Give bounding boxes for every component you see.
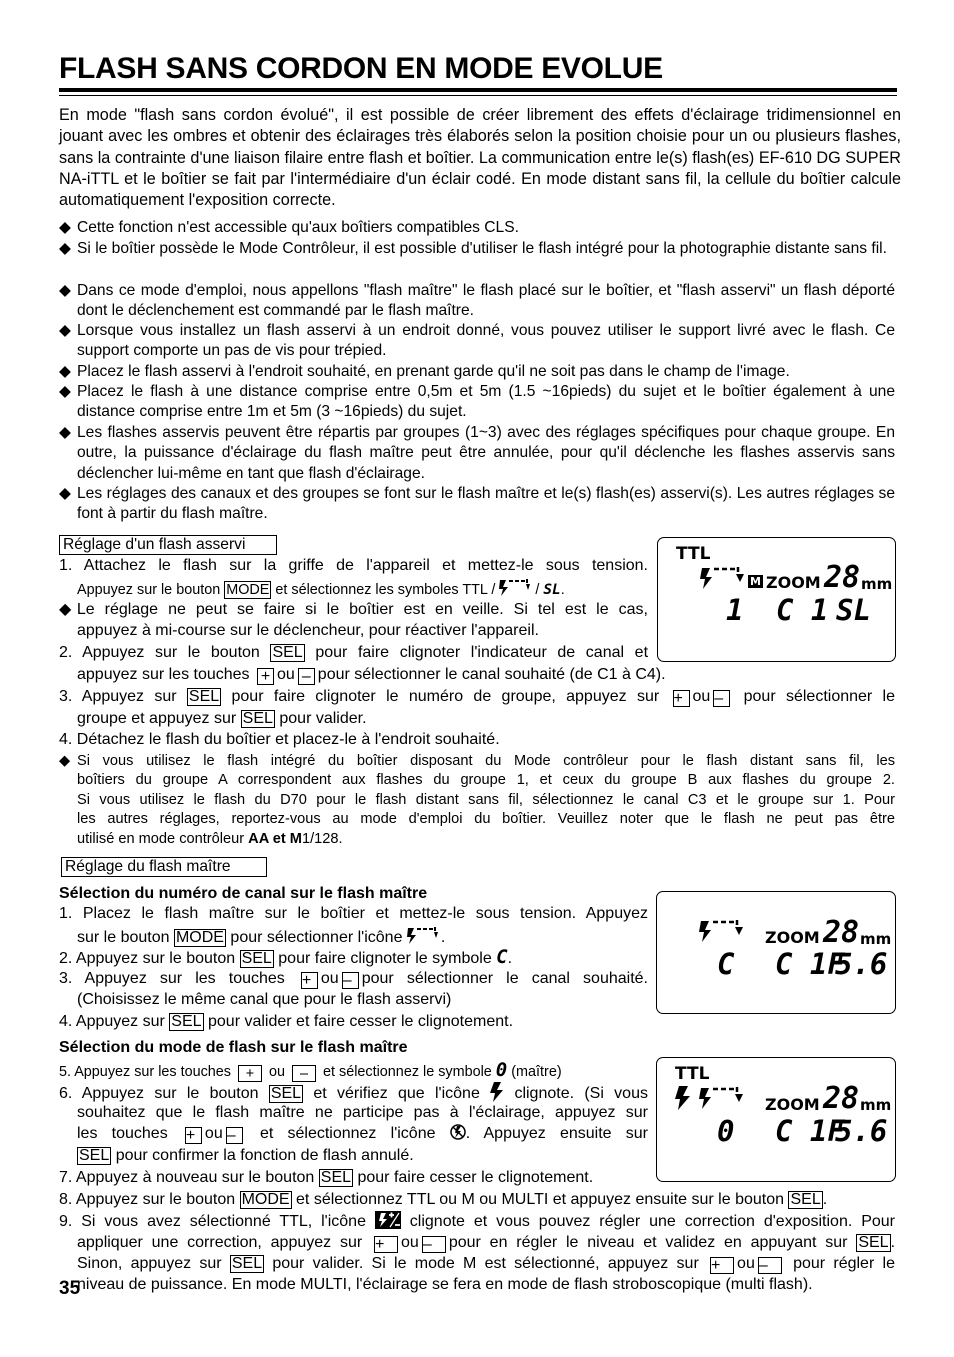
minus-key: –	[713, 690, 730, 707]
lcd-zoom-value: 28	[824, 560, 861, 595]
bullet-diamond-icon: ◆	[59, 219, 71, 236]
minus-key: –	[226, 1127, 243, 1144]
lcd-channel: C 1F	[775, 947, 845, 981]
bullet-diamond-icon: ◆	[59, 424, 71, 441]
lcd-ttl: TTL	[676, 544, 711, 564]
list-item: ◆ Cette fonction n'est accessible qu'aux boîtiers compatibles CLS.	[59, 218, 895, 238]
master-section-label: Réglage du flash maître	[61, 857, 267, 877]
minus-key: –	[422, 1236, 446, 1253]
mode-key: MODE	[226, 582, 270, 598]
wireless-master-icon	[699, 919, 745, 943]
lcd-zoom: ZOOM	[766, 573, 821, 592]
list-item: ◆ Dans ce mode d'emploi, nous appellons "flash maître" le flash placé sur le boîtier, et "flash asservi" un flash déporté dont le déclenchement est commandé par le flash maître.	[59, 282, 895, 320]
bullet-diamond-icon: ◆	[59, 485, 71, 502]
wireless-remote-icon	[499, 578, 531, 598]
bullet-diamond-icon: ◆	[59, 240, 71, 257]
page-title: FLASH SANS CORDON EN MODE EVOLUE	[59, 52, 663, 85]
list-item: ◆ Les flashes asservis peuvent être répartis par groupes (1~3) avec des réglages spécifiques pour chaque groupe. En outre, la puissance d'éclairage du flash maître peut être annulée, pour qu'il déclenche les flashes asservis sans déclencher lui-même en tant que flash d'éclairage.	[59, 424, 895, 482]
master-step-6c: les touches + ou – et sélectionnez l'icône . Appuyez ensuite sur	[77, 1125, 649, 1144]
wireless-master-icon	[699, 1086, 745, 1110]
lcd-group: 1	[726, 593, 744, 627]
slave-section-label: Réglage d'un flash asservi	[59, 535, 277, 555]
mode-heading: Sélection du mode de flash sur le flash maître	[59, 1039, 408, 1056]
lcd-mm: mm	[860, 930, 892, 948]
minus-key: –	[298, 668, 315, 685]
flash-cancel-icon	[450, 1124, 466, 1140]
master-step-9a: 9. Si vous avez sélectionné TTL, l'icône clignote et vous pouvez régler une correction d'exposition. Pour	[59, 1213, 895, 1230]
flash-bolt-icon	[490, 1082, 504, 1102]
master-step-3a: 3. Appuyez sur les touches + ou – pour sélectionner le canal souhaité.	[59, 970, 648, 989]
sel-key: SEL	[270, 1085, 302, 1102]
bullet-diamond-icon: ◆	[59, 282, 71, 299]
lcd-m-badge: M	[750, 575, 761, 588]
slave-step-2b: appuyez sur les touches + ou – pour sélectionner le canal souhaité (de C1 à C4).	[77, 666, 666, 685]
page-number: 35	[59, 1278, 81, 1299]
master-step-6d: SEL pour confirmer la fonction de flash annulé.	[79, 1147, 414, 1164]
lcd-mm: mm	[860, 1096, 892, 1114]
master-step-9b: appliquer une correction, appuyez sur + ou – pour en régler le niveau et validez en appuyant sur SEL .	[77, 1234, 896, 1253]
bullet-diamond-icon: ◆	[59, 753, 71, 769]
lcd-mm: mm	[861, 575, 893, 593]
plus-key: +	[374, 1236, 398, 1253]
lcd-zoom: ZOOM	[765, 928, 820, 947]
plus-key: +	[673, 690, 690, 707]
master-step-6b: souhaitez que le flash maître ne participe pas à l'éclairage, appuyez sur	[77, 1104, 648, 1121]
sel-key: SEL	[79, 1147, 110, 1164]
master-step-9d: niveau de puissance. En mode MULTI, l'éclairage se fera en mode de flash stroboscopique (multi flash).	[77, 1276, 813, 1293]
list-item: ◆ Placez le flash asservi à l'endroit souhaité, en prenant garde qu'il ne soit pas dans le champ de l'image.	[59, 362, 895, 382]
sel-key: SEL	[241, 950, 272, 967]
sl-icon: SL	[543, 582, 561, 598]
lcd-zoom: ZOOM	[765, 1095, 820, 1114]
plus-key: +	[301, 972, 318, 989]
minus-key: –	[292, 1065, 316, 1082]
bullet-diamond-icon: ◆	[59, 363, 71, 380]
master-step-4: 4. Appuyez sur SEL pour valider et faire cesser le clignotement.	[59, 1013, 514, 1030]
lcd-channel-c: C	[717, 947, 735, 981]
intro-paragraph: En mode "flash sans cordon évolué", il est possible de créer librement des effets d'éclairage tridimensionnel en jouant avec les ombres et obtenir des éclairages très élaborés selon la position choisie pour un ou plusieurs flashes, sans la contrainte d'une liaison filaire entre flash et boîtier. La communication entre le(s) flash(es) EF-610 DG SUPER NA-iTTL et le boîtier se fait par l'intermédiaire d'un éclair codé. En mode distant sans fil, la cellule du boîtier calcule automatiquement l'exposition correcte.	[59, 106, 901, 210]
exposure-compensation-icon	[375, 1211, 401, 1229]
lcd-panel-master-mode	[656, 1057, 896, 1182]
sel-key: SEL	[188, 688, 220, 705]
mode-key: MODE	[241, 1191, 290, 1208]
sel-key: SEL	[171, 1013, 202, 1030]
plus-key: +	[185, 1127, 202, 1144]
sel-key: SEL	[790, 1191, 821, 1208]
lcd-master-zero: 0	[717, 1114, 735, 1148]
master-zero-icon: 0	[495, 1059, 508, 1081]
lcd-panel-master-channel	[656, 891, 896, 1014]
lcd-zoom-value: 28	[823, 915, 860, 950]
flash-bolt-icon	[675, 1086, 691, 1110]
sel-key: SEL	[242, 710, 273, 727]
slave-note-1b: appuyez à mi-course sur le déclencheur, pour réactiver l'appareil.	[77, 622, 539, 639]
wireless-master-icon	[407, 926, 441, 946]
master-step-9c: Sinon, appuyez sur SEL pour valider. Si le mode M est sélectionné, appuyez sur + ou – pour régler le	[77, 1255, 895, 1274]
minus-key: –	[342, 972, 359, 989]
plus-key: +	[238, 1065, 262, 1082]
list-item: ◆ Lorsque vous installez un flash asservi à un endroit donné, vous pouvez utiliser le support livré avec le flash. Ce support comporte un pas de vis pour trépied.	[59, 322, 895, 360]
sel-key: SEL	[272, 644, 303, 661]
master-step-1b: sur le bouton MODE pour sélectionner l'icône .	[77, 926, 445, 948]
master-step-2: 2. Appuyez sur le bouton SEL pour faire clignoter le symbole C.	[59, 946, 513, 968]
slave-step-2a: 2. Appuyez sur le bouton SEL pour faire clignoter l'indicateur de canal et	[59, 644, 649, 661]
lcd-aperture: 5.6	[835, 1114, 888, 1148]
lcd-zoom-value: 28	[823, 1081, 860, 1116]
lcd-channel: C 1F	[775, 1114, 845, 1148]
title-rule-thick	[59, 88, 897, 92]
sel-key: SEL	[858, 1234, 889, 1251]
bullet-diamond-icon: ◆	[59, 322, 71, 339]
plus-key: +	[710, 1257, 734, 1274]
sel-key: SEL	[320, 1169, 352, 1186]
slave-note-2: ◆ Si vous utilisez le flash intégré du boîtier disposant du Mode contrôleur pour le flash distant sans fil, les boîtiers du groupe A correspondent aux flashes du groupe 1, et ceux du groupe B aux flashes du groupe 2. Si vous utilisez le flash du D70 pour le flash distant sans fil, sélectionnez le canal C3 et le groupe sur 1. Pour les autres réglages, reportez-vous au mode d'emploi du boîtier. Veuillez noter que le flash ne peut pas être utilisé en mode contrôleur AA et M1/128.	[59, 753, 895, 847]
slave-step-3b: groupe et appuyez sur SEL pour valider.	[77, 710, 367, 727]
slave-step-4: 4. Détachez le flash du boîtier et placez-le à l'endroit souhaité.	[59, 731, 500, 748]
wireless-remote-icon	[700, 566, 746, 590]
list-item: ◆ Les réglages des canaux et des groupes se font sur le flash maître et le(s) flash(es) asservi(s). Les autres réglages se font à partir du flash maître.	[59, 485, 895, 523]
master-step-1a: 1. Placez le flash maître sur le boîtier et mettez-le sous tension. Appuyez	[59, 905, 648, 922]
lcd-panel-slave	[657, 537, 896, 662]
slave-note-1a: ◆Le réglage ne peut se faire si le boîtier est en veille. Si tel est le cas,	[59, 601, 648, 618]
lcd-ttl: TTL	[675, 1064, 710, 1084]
title-rule-thin	[59, 95, 897, 96]
bullet-diamond-icon: ◆	[59, 383, 71, 400]
lcd-aperture: 5.6	[835, 947, 888, 981]
master-step-7: 7. Appuyez à nouveau sur le bouton SEL pour faire cesser le clignotement.	[59, 1169, 594, 1186]
channel-heading: Sélection du numéro de canal sur le flash maître	[59, 885, 428, 902]
list-item: ◆ Placez le flash à une distance comprise entre 0,5m et 5m (1.5 ~16pieds) du sujet et le boîtier également à une distance comprise entre 1m et 5m (3 ~16pieds) du sujet.	[59, 383, 895, 421]
lcd-channel: C 1	[776, 593, 829, 627]
master-step-3b: (Choisissez le même canal que pour le flash asservi)	[77, 991, 452, 1008]
plus-key: +	[257, 668, 274, 685]
master-step-5: 5. Appuyez sur les touches + ou – et sélectionnez le symbole 0 (maître)	[59, 1059, 562, 1082]
slave-step-3a: 3. Appuyez sur SEL pour faire clignoter le numéro de groupe, appuyez sur + ou – pour sélectionner le	[59, 688, 896, 707]
minus-key: –	[758, 1257, 782, 1274]
sel-key: SEL	[231, 1255, 263, 1272]
list-item: ◆ Si le boîtier possède le Mode Contrôleur, il est possible d'utiliser le flash intégré pour la photographie distante sans fil.	[59, 239, 895, 259]
mode-key: MODE	[175, 929, 224, 946]
slave-step-1: 1. Attachez le flash sur la griffe de l'appareil et mettez-le sous tension.	[59, 557, 648, 574]
lcd-sl: SL	[836, 593, 871, 627]
master-step-8: 8. Appuyez sur le bouton MODE et sélectionnez TTL ou M ou MULTI et appuyez ensuite sur le bouton SEL .	[59, 1191, 828, 1208]
slave-step-1b: Appuyez sur le bouton MODE et sélectionnez les symboles TTL / / SL.	[77, 578, 565, 600]
channel-c-icon: C	[496, 946, 508, 968]
master-step-6a: 6. Appuyez sur le bouton SEL et vérifiez que l'icône clignote. (Si vous	[59, 1082, 648, 1104]
